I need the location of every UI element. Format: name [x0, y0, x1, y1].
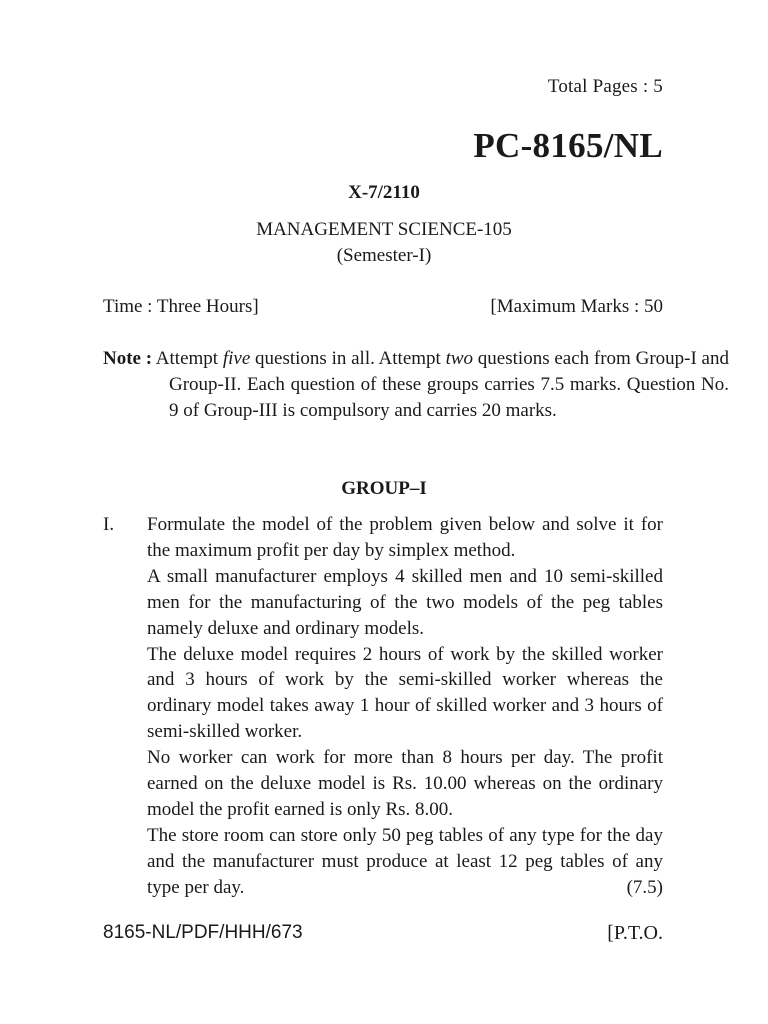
- note-text-1: Attempt: [152, 348, 223, 369]
- question-paragraph: The deluxe model requires 2 hours of work by the skilled worker and 3 hours of work by the semi-skilled worker whereas the ordinary model takes away 1 hour of skilled worker and 3 hours of semi-skilled worker.: [147, 643, 663, 743]
- question-paragraph-last: [147, 823, 663, 901]
- note-label: Note :: [103, 348, 153, 369]
- note-text-2: questions in all. Attempt: [250, 348, 446, 369]
- question-paragraph: A small manufacturer employs 4 skilled men and 10 semi-skilled men for the manufacturing of the two models of the peg tables namely deluxe and ordinary models.: [147, 565, 663, 639]
- note-text-3: questions each from Group-I and Group-II. Each question of these groups carries 7.5 marks. Question No. 9 of Group-III is compulsory and carries 20 marks.: [169, 348, 729, 421]
- paper-code: PC-8165/NL: [473, 126, 663, 165]
- question-paragraph: Formulate the model of the problem given below and solve it for the maximum profit per day by simplex method.: [147, 514, 663, 561]
- subject-title: MANAGEMENT SCIENCE-105: [256, 219, 512, 240]
- note-five: five: [222, 348, 251, 369]
- series-code: X-7/2110: [348, 182, 420, 203]
- footer-code: 8165-NL/PDF/HHH/673: [103, 922, 303, 943]
- question-number: I.: [103, 514, 115, 535]
- note-two: two: [445, 348, 474, 369]
- total-pages: Total Pages : 5: [547, 76, 663, 97]
- group-title: GROUP–I: [341, 478, 427, 499]
- question-marks: (7.5): [626, 876, 663, 898]
- semester-label: (Semester-I): [336, 245, 432, 266]
- instructions-note: [103, 346, 729, 423]
- maximum-marks: [Maximum Marks : 50: [490, 296, 663, 317]
- please-turn-over: [P.T.O.: [607, 922, 663, 944]
- question-body: [147, 512, 663, 901]
- time-allowed: Time : Three Hours]: [103, 296, 259, 317]
- question-paragraph-text: The store room can store only 50 peg tables of any type for the day and the manufacturer must produce at least 12 peg tables of any type per day.: [147, 824, 663, 898]
- question-paragraph: No worker can work for more than 8 hours per day. The profit earned on the deluxe model is Rs. 10.00 whereas on the ordinary model the profit earned is only Rs. 8.00.: [147, 747, 663, 820]
